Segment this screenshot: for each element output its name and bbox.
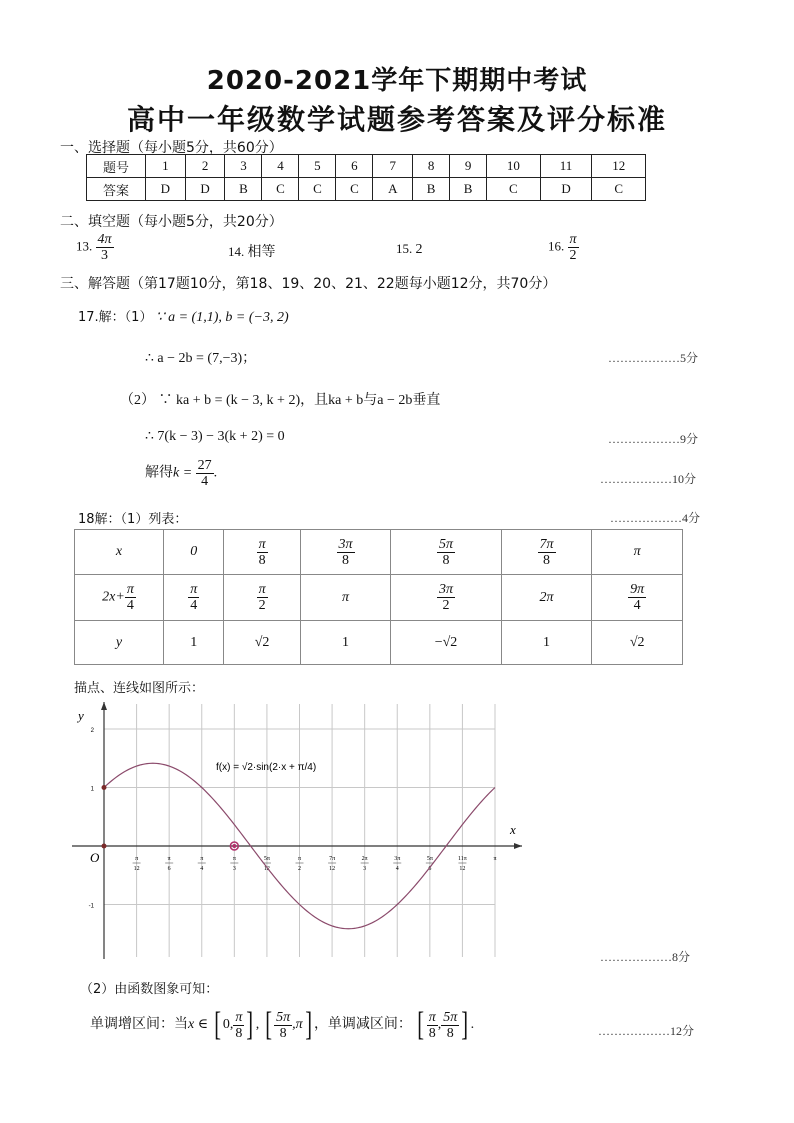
q18-score1: ………………4分 <box>610 511 701 525</box>
vt-2x-3 <box>391 575 501 621</box>
bracket-open-2: [ <box>265 1006 272 1043</box>
row-header-answer: 答案 <box>87 178 146 201</box>
vt-x-4-num: 7π <box>539 536 554 552</box>
q17-part2 <box>120 389 440 409</box>
q17-line5 <box>145 458 217 489</box>
question-number-5: 5 <box>299 155 336 178</box>
vt-x-2 <box>300 530 391 575</box>
highlight-point-1 <box>102 844 107 849</box>
vt-2x-2-text: π <box>342 589 350 605</box>
vt-2x-3-den: 2 <box>442 598 450 613</box>
q17-line4: ∴ 7(k − 3) − 3(k + 2) = 0 <box>145 429 285 444</box>
fill-item-14 <box>228 241 276 261</box>
x-tick-den-6: 12 <box>329 866 336 872</box>
x-tick-den-9: 6 <box>428 866 432 872</box>
answer-12: C <box>592 178 646 201</box>
section3-heading: 三、解答题（第17题10分，第18、19、20、21、22题每小题12分，共70分） <box>60 276 557 292</box>
vt-y-1: √2 <box>224 621 300 665</box>
fill-item-15 <box>396 241 423 258</box>
x-tick-num-6: 7π <box>329 856 336 862</box>
vt-x-2-den: 8 <box>342 552 349 568</box>
answer-8: B <box>413 178 450 201</box>
fill-13-numerator: 4π <box>97 232 112 247</box>
fill-num-13: 13. <box>76 238 93 254</box>
question-number-11: 11 <box>540 155 592 178</box>
x-tick-num-11: π <box>493 856 497 862</box>
x-tick-den-7: 3 <box>363 866 367 872</box>
vt-x-0-text: 0 <box>190 544 198 559</box>
inc1-num: π <box>235 1009 243 1025</box>
fill-15-answer: 2 <box>415 242 423 257</box>
bracket-close-1: ] <box>246 1006 254 1043</box>
dec-label: ，单调减区间： <box>313 1016 412 1033</box>
vt-2x-1-num: π <box>258 582 266 597</box>
dec-num1: π <box>428 1009 436 1025</box>
q17-part2-label: （2） <box>120 393 155 408</box>
q18-score3: ………………12分 <box>598 1024 695 1038</box>
answer-5: C <box>299 178 336 201</box>
vt-2x-4-text: 2π <box>539 589 554 605</box>
highlight-point-0 <box>102 785 107 790</box>
bracket-close-3: ] <box>461 1006 469 1043</box>
q17-k-num: 27 <box>197 458 212 473</box>
vt-x-4-den: 8 <box>543 552 550 568</box>
q17-score1: ………………5分 <box>608 351 699 365</box>
x-tick-num-10: 11π <box>458 856 467 862</box>
answer-9: B <box>450 178 487 201</box>
q18-label: 18解：（1）列表： <box>78 512 188 527</box>
vt-2x-5 <box>592 575 683 621</box>
mono-end: . <box>470 1017 475 1033</box>
fill-num-15: 15. <box>396 241 413 256</box>
q17-label: 17.解：（1） <box>78 310 153 325</box>
question-number-7: 7 <box>373 155 413 178</box>
q17-line1: ∵ a = (1,1), b = (−3, 2) <box>155 310 289 325</box>
fill-item-16 <box>548 232 579 263</box>
plot-caption: 描点、连线如图所示： <box>74 681 205 696</box>
x-tick-num-5: π <box>297 856 302 862</box>
question-number-1: 1 <box>146 155 186 178</box>
vt-x-5 <box>592 530 683 575</box>
q17-line2: ∴ a − 2b = (7,−3)； <box>145 351 257 366</box>
question-number-3: 3 <box>225 155 262 178</box>
q18-score2: ………………8分 <box>600 950 691 964</box>
section1-heading: 一、选择题（每小题5分，共60分） <box>60 140 283 156</box>
fill-14-answer: 相等 <box>247 244 276 260</box>
y-tick-label-2: -1 <box>88 903 94 910</box>
vt-header-2x <box>75 575 164 621</box>
function-plot <box>70 700 530 965</box>
dec-den2: 8 <box>446 1025 454 1041</box>
x-tick-num-8: 3π <box>394 856 401 862</box>
x-axis-arrow <box>514 843 522 849</box>
vt-x-3-den: 8 <box>442 552 450 568</box>
vt-x-5-text: π <box>633 544 641 559</box>
y-axis-arrow <box>101 702 107 710</box>
vt-2x-4 <box>501 575 592 621</box>
vt-x-0 <box>164 530 224 575</box>
vt-x-1 <box>224 530 300 575</box>
inc1-a: 0, <box>222 1017 234 1033</box>
vt-2x-2 <box>300 575 391 621</box>
answer-11: D <box>540 178 592 201</box>
function-label: f(x) = √2·sin(2·x + π/4) <box>216 762 317 773</box>
vt-y-0: 1 <box>164 621 224 665</box>
mono-prefix: 单调增区间：当 <box>90 1016 188 1033</box>
vt-x-3 <box>391 530 501 575</box>
vt-header-x: x <box>75 530 164 575</box>
answer-6: C <box>336 178 373 201</box>
x-tick-den-0: 12 <box>133 866 140 872</box>
x-tick-den-8: 4 <box>395 866 399 872</box>
fill-item-13 <box>76 232 114 263</box>
question-number-9: 9 <box>450 155 487 178</box>
question-number-12: 12 <box>592 155 646 178</box>
q17-k-den: 4 <box>201 474 209 489</box>
fill-16-numerator: π <box>569 232 577 247</box>
fill-13-denominator: 3 <box>101 248 108 263</box>
vt-x-2-num: 3π <box>338 536 353 552</box>
vt-x-3-num: 5π <box>439 536 454 552</box>
x-tick-num-2: π <box>200 856 204 862</box>
answer-7: A <box>373 178 413 201</box>
x-tick-num-9: 5π <box>426 856 433 862</box>
doc-title-line2: 高中一年级数学试题参考答案及评分标准 <box>126 103 667 136</box>
highlight-point-2 <box>232 844 236 848</box>
x-axis-label: x <box>510 822 516 837</box>
x-tick-den-10: 12 <box>459 866 466 872</box>
vt-y-3: −√2 <box>391 621 501 665</box>
dec-den1: 8 <box>428 1025 436 1041</box>
vt-header-2x-num: π <box>126 582 134 597</box>
x-tick-den-1: 6 <box>167 866 171 872</box>
vt-y-2: 1 <box>300 621 391 665</box>
q18-part2: （2）由函数图象可知： <box>80 982 219 997</box>
inc2-num: 5π <box>276 1009 291 1025</box>
question-number-8: 8 <box>413 155 450 178</box>
value-table <box>74 529 683 665</box>
mono-x: x ∈ <box>188 1017 209 1033</box>
doc-title-line1: 2020-2021学年下期期中考试 <box>206 66 588 96</box>
y-axis-label: y <box>78 708 84 723</box>
answer-4: C <box>262 178 299 201</box>
vt-header-2x-den: 4 <box>126 598 134 613</box>
x-tick-den-4: 12 <box>263 866 270 872</box>
answer-1: D <box>146 178 186 201</box>
vt-2x-5-num: 9π <box>630 582 645 597</box>
fill-num-14: 14. <box>228 244 245 259</box>
y-tick-label-0: 2 <box>90 728 94 734</box>
x-tick-num-1: π <box>167 856 171 862</box>
vt-2x-0-num: π <box>190 582 198 597</box>
answer-10: C <box>487 178 541 201</box>
question-number-10: 10 <box>487 155 541 178</box>
bracket-close-2: ] <box>304 1006 312 1043</box>
question-number-4: 4 <box>262 155 299 178</box>
question-number-6: 6 <box>336 155 373 178</box>
vt-y-4: 1 <box>501 621 592 665</box>
vt-2x-0 <box>164 575 224 621</box>
q17-score2: ………………9分 <box>608 432 699 446</box>
answer-3: B <box>225 178 262 201</box>
answer-2: D <box>185 178 225 201</box>
vt-2x-1 <box>224 575 300 621</box>
x-tick-num-3: π <box>232 856 236 862</box>
x-tick-den-5: 2 <box>298 866 301 872</box>
bracket-open-3: [ <box>417 1006 425 1043</box>
x-tick-den-3: 3 <box>232 866 236 872</box>
section2-heading: 二、填空题（每小题5分，共20分） <box>60 214 283 230</box>
vt-y-5: √2 <box>592 621 683 665</box>
vt-header-2x-text: 2x+ <box>102 589 125 605</box>
fill-num-16: 16. <box>548 238 565 254</box>
inc2-b: ,π <box>292 1017 303 1033</box>
row-header-number: 题号 <box>87 155 146 178</box>
x-tick-num-0: π <box>135 856 139 862</box>
vt-header-y: y <box>75 621 164 665</box>
q17-part1 <box>78 306 289 326</box>
x-tick-num-4: 5π <box>263 856 270 862</box>
vt-2x-5-den: 4 <box>633 598 641 613</box>
q18-monotonic-line: 单调增区间：当x ∈ [ 0, $\frac{\pi}{8}$ ] , [ $\frac{5\pi}{8}$ ,π] ，单调减区间： [ $\frac{\pi}{8}$ , $\frac{5\pi}{8}$ ] . <box>90 1006 475 1043</box>
vt-x-1-num: π <box>258 536 266 552</box>
q17-k-var: k = <box>173 465 193 481</box>
vt-2x-1-den: 2 <box>258 598 266 613</box>
fill-16-denominator: 2 <box>569 248 577 263</box>
x-tick-num-7: 2π <box>361 856 368 862</box>
q17-line3: ∵ ka + b = (k − 3, k + 2)，且ka + b与a − 2b垂直 <box>158 393 441 408</box>
y-tick-label-1: 1 <box>90 786 94 793</box>
bracket-open-1: [ <box>213 1006 221 1043</box>
origin-label: O <box>90 850 100 865</box>
q17-line5-suffix: . <box>213 465 218 481</box>
vt-x-1-den: 8 <box>258 552 266 568</box>
x-tick-den-2: 4 <box>200 866 204 872</box>
vt-2x-0-den: 4 <box>190 598 198 613</box>
vt-2x-3-num: 3π <box>439 582 454 597</box>
answer-table <box>86 154 646 201</box>
question-number-2: 2 <box>185 155 225 178</box>
q17-solve-prefix: 解得 <box>145 464 173 481</box>
q17-score3: ………………10分 <box>600 472 697 486</box>
dec-num2: 5π <box>443 1009 458 1025</box>
inc1-den: 8 <box>235 1025 243 1041</box>
vt-x-4 <box>501 530 592 575</box>
inc2-den: 8 <box>279 1025 287 1041</box>
